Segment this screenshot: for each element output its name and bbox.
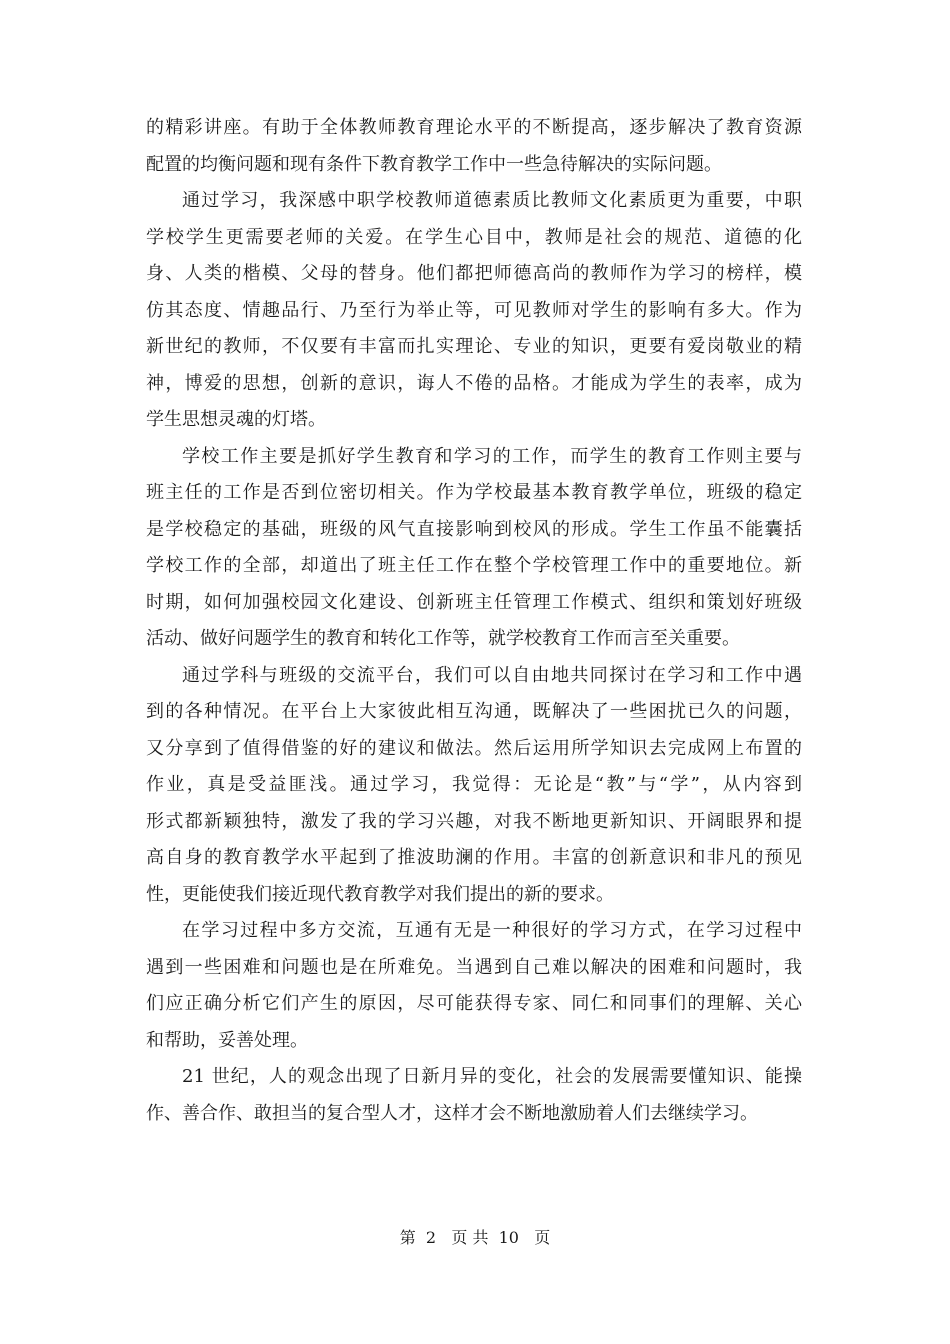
paragraph-first-line: 通过学习，我深感中职学校教师道德素质比教师文化素质更为重要，中职 — [182, 190, 802, 211]
text-line: 仿其态度、情趣品行、乃至行为举止等，可见教师对学生的影响有多大。作为 — [146, 299, 802, 321]
text-line: 的精彩讲座。有助于全体教师教育理论水平的不断提高，逐步解决了教育资源 — [146, 117, 802, 138]
text-line: 是学校稳定的基础，班级的风气直接影响到校风的形成。学生工作虽不能囊括 — [146, 518, 802, 540]
text-line: 学生思想灵魂的灯塔。 — [146, 409, 326, 430]
text-line: 活动、做好问题学生的教育和转化工作等，就学校教育工作而言至关重要。 — [146, 628, 740, 649]
text-line: 们应正确分析它们产生的原因，尽可能获得专家、同仁和同事们的理解、关心 — [146, 993, 802, 1014]
text-line: 配置的均衡问题和现有条件下教育教学工作中一些急待解决的实际问题。 — [146, 153, 722, 175]
text-line: 性，更能使我们接近现代教育教学对我们提出的新的要求。 — [146, 883, 614, 905]
text-line: 作业，真是受益匪浅。通过学习，我觉得：无论是“教”与“学”，从内容到 — [146, 774, 802, 795]
paragraph-first-line: 21 世纪，人的观念出现了日新月异的变化，社会的发展需要懂知识、能操 — [182, 1066, 802, 1087]
text-line: 时期，如何加强校园文化建设、创新班主任管理工作模式、组织和策划好班级 — [146, 591, 802, 613]
text-line: 新世纪的教师，不仅要有丰富而扎实理论、专业的知识，更要有爱岗敬业的精 — [146, 336, 802, 357]
text-line: 形式都新颖独特，激发了我的学习兴趣，对我不断地更新知识、开阔眼界和提 — [146, 810, 802, 832]
text-line: 学校工作的全部，却道出了班主任工作在整个学校管理工作中的重要地位。新 — [146, 555, 802, 576]
text-line: 身、人类的楷模、父母的替身。他们都把师德高尚的教师作为学习的榜样，模 — [146, 263, 802, 284]
text-line: 学校学生更需要老师的关爱。在学生心目中，教师是社会的规范、道德的化 — [146, 226, 802, 248]
document-body — [146, 110, 802, 1132]
text-line: 班主任的工作是否到位密切相关。作为学校最基本教育教学单位，班级的稳定 — [146, 482, 802, 503]
text-line: 和帮助，妥善处理。 — [146, 1029, 308, 1051]
paragraph-first-line: 在学习过程中多方交流，互通有无是一种很好的学习方式，在学习过程中 — [182, 920, 802, 941]
paragraph-first-line: 学校工作主要是抓好学生教育和学习的工作，而学生的教育工作则主要与 — [182, 445, 802, 467]
text-line: 到的各种情况。在平台上大家彼此相互沟通，既解决了一些困扰已久的问题， — [146, 701, 802, 722]
text-line: 神，博爱的思想，创新的意识，诲人不倦的品格。才能成为学生的表率，成为 — [146, 372, 802, 394]
text-line: 作、善合作、敢担当的复合型人才，这样才会不断地激励着人们去继续学习。 — [146, 1102, 758, 1124]
text-line: 高自身的教育教学水平起到了推波助澜的作用。丰富的创新意识和非凡的预见 — [146, 847, 802, 868]
paragraph-first-line: 通过学科与班级的交流平台，我们可以自由地共同探讨在学习和工作中遇 — [182, 664, 802, 686]
text-line: 遇到一些困难和问题也是在所难免。当遇到自己难以解决的困难和问题时，我 — [146, 956, 802, 978]
page-number-footer: 第 2 页 共 10 页 — [399, 1228, 551, 1247]
text-line: 又分享到了值得借鉴的好的建议和做法。然后运用所学知识去完成网上布置的 — [146, 737, 802, 759]
